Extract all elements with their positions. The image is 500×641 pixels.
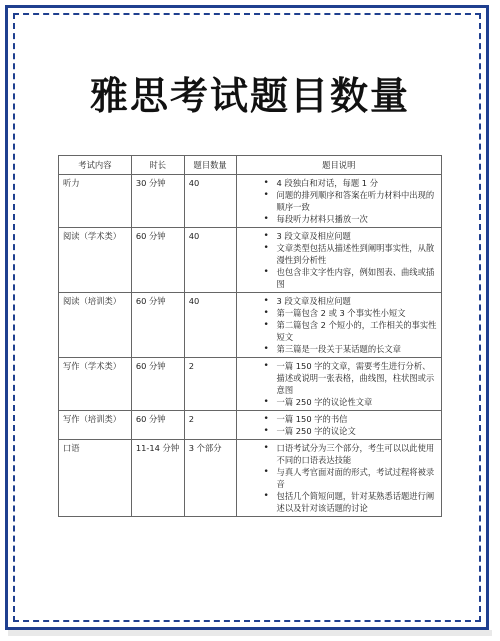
note-item: • 第三篇是一段关于某话题的长文章	[241, 343, 437, 355]
cell-notes	[236, 411, 441, 440]
table-row	[59, 358, 442, 411]
notes-list	[241, 177, 437, 225]
cell-content: 阅读（培训类）	[59, 293, 132, 358]
exam-table	[58, 155, 442, 517]
cell-content: 写作（培训类）	[59, 411, 132, 440]
notes-list	[241, 442, 437, 514]
table-row	[59, 411, 442, 440]
note-item: • 每段听力材料只播放一次	[241, 213, 437, 225]
bottom-shadow	[8, 630, 492, 636]
note-item: • 问题的排列顺序和答案在听力材料中出现的顺序一致	[241, 189, 437, 213]
note-item: • 3 段文章及相应问题	[241, 295, 437, 307]
notes-list	[241, 230, 437, 290]
cell-duration: 60 分钟	[131, 293, 184, 358]
note-item: • 4 段独白和对话，每题 1 分	[241, 177, 437, 189]
cell-count: 2	[184, 411, 236, 440]
cell-count: 40	[184, 228, 236, 293]
note-item: • 第二篇包含 2 个短小的，工作相关的事实性短文	[241, 319, 437, 343]
header-notes: 题目说明	[236, 156, 441, 175]
cell-notes	[236, 293, 441, 358]
notes-list	[241, 295, 437, 355]
note-item: • 一篇 250 字的议论性文章	[241, 396, 437, 408]
note-item: • 也包含非文字性内容，例如图表、曲线或插图	[241, 266, 437, 290]
note-item: • 口语考试分为三个部分，考生可以以此使用不同的口语表达技能	[241, 442, 437, 466]
cell-notes	[236, 228, 441, 293]
cell-count: 2	[184, 358, 236, 411]
cell-content: 听力	[59, 175, 132, 228]
cell-duration: 30 分钟	[131, 175, 184, 228]
table-row	[59, 228, 442, 293]
header-duration: 时长	[131, 156, 184, 175]
cell-duration: 60 分钟	[131, 358, 184, 411]
table-row	[59, 440, 442, 517]
cell-notes	[236, 358, 441, 411]
cell-notes	[236, 175, 441, 228]
note-item: • 一篇 150 字的文章，需要考生进行分析、描述或说明一张表格，曲线图，柱状图或示意图	[241, 360, 437, 396]
header-content: 考试内容	[59, 156, 132, 175]
note-item: • 一篇 150 字的书信	[241, 413, 437, 425]
cell-count: 3 个部分	[184, 440, 236, 517]
note-item: • 3 段文章及相应问题	[241, 230, 437, 242]
note-item: • 一篇 250 字的议论文	[241, 425, 437, 437]
cell-duration: 60 分钟	[131, 411, 184, 440]
notes-list	[241, 413, 437, 437]
cell-duration: 11-14 分钟	[131, 440, 184, 517]
note-item: • 与真人考官面对面的形式，考试过程将被录音	[241, 466, 437, 490]
note-item: • 文章类型包括从描述性到阐明事实性，从散漫性到分析性	[241, 242, 437, 266]
note-item: • 包括几个简短问题，针对某熟悉话题进行阐述以及针对该话题的讨论	[241, 490, 437, 514]
cell-notes	[236, 440, 441, 517]
cell-count: 40	[184, 293, 236, 358]
cell-content: 口语	[59, 440, 132, 517]
notes-list	[241, 360, 437, 408]
table-row	[59, 175, 442, 228]
page-title: 雅思考试题目数量	[89, 74, 410, 118]
cell-count: 40	[184, 175, 236, 228]
table-header-row	[59, 156, 442, 175]
table-row	[59, 293, 442, 358]
cell-content: 阅读（学术类）	[59, 228, 132, 293]
cell-content: 写作（学术类）	[59, 358, 132, 411]
cell-duration: 60 分钟	[131, 228, 184, 293]
note-item: • 第一篇包含 2 或 3 个事实性小短文	[241, 307, 437, 319]
header-count: 题目数量	[184, 156, 236, 175]
